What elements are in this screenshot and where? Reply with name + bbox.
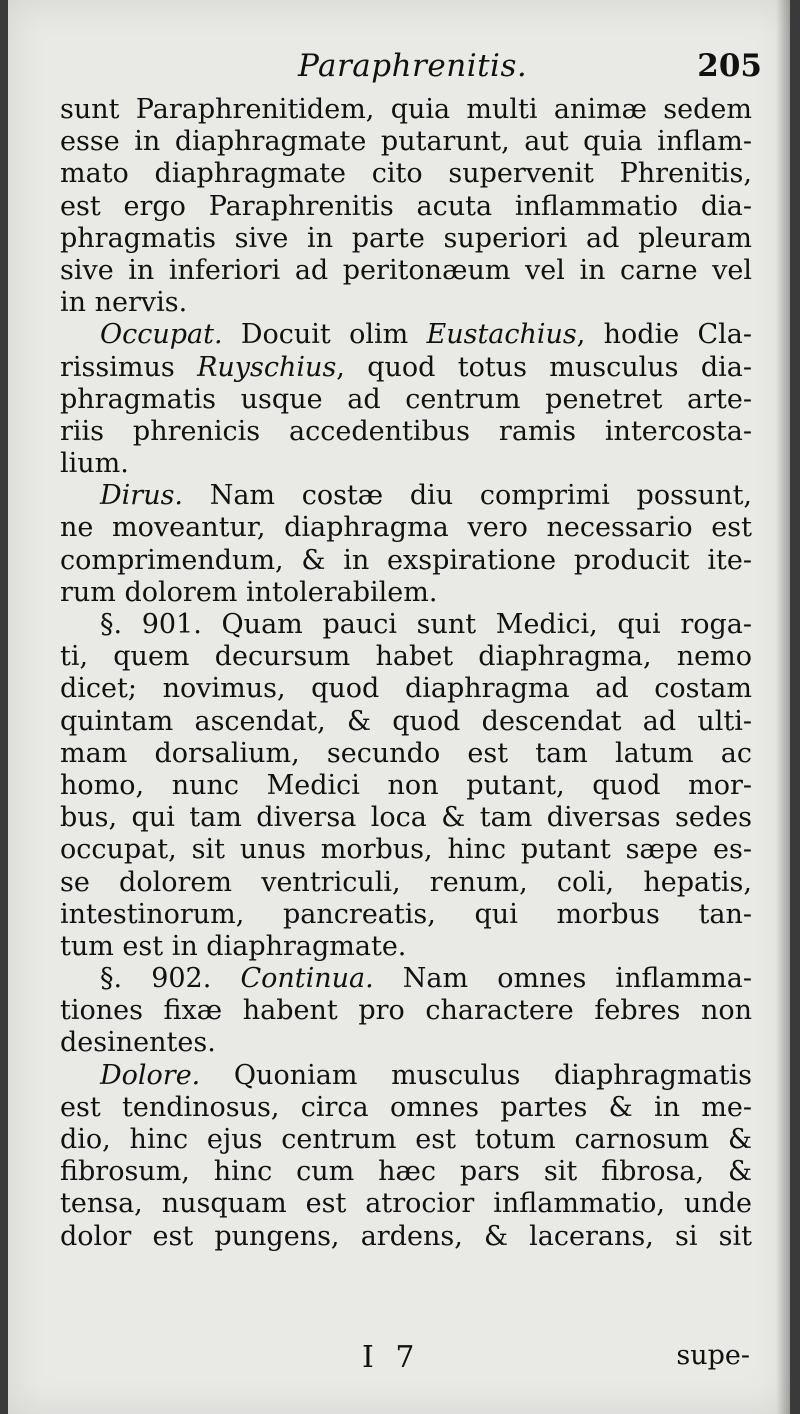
text-run: occupat, sit unus morbus, hinc putant sæpe es-	[60, 834, 752, 866]
text-line	[60, 255, 752, 287]
text-line	[60, 480, 752, 512]
page-footer	[8, 1340, 790, 1380]
text-run: Nam omnes inflamma-	[373, 963, 752, 995]
catchword: supe-	[676, 1340, 750, 1371]
text-line	[60, 706, 752, 738]
text-line	[60, 673, 752, 705]
text-run: homo, nunc Medici non putant, quod mor-	[60, 769, 752, 801]
text-run: Docuit olim	[222, 319, 427, 351]
text-line	[60, 1092, 752, 1124]
text-run: rum dolorem intolerabilem.	[60, 576, 438, 608]
text-run: , quod totus musculus dia-	[336, 351, 752, 383]
text-line	[60, 770, 752, 802]
text-run: tensa, nusquam est atrocior inflammatio, unde	[60, 1188, 752, 1220]
text-run: Quoniam musculus diaphragmatis	[200, 1059, 752, 1091]
text-run: phragmatis usque ad centrum penetret arte-	[60, 383, 752, 415]
italic-term: Occupat.	[100, 319, 223, 351]
book-page	[8, 0, 790, 1414]
text-run: tiones fixæ habent pro charactere febres non	[60, 995, 752, 1027]
text-run: fibrosum, hinc cum hæc pars sit fibrosa, &	[60, 1156, 752, 1188]
text-line	[60, 287, 752, 319]
text-line	[60, 1027, 752, 1059]
text-run: §. 902.	[100, 963, 241, 995]
text-run: dolor est pungens, ardens, & lacerans, si sit	[60, 1220, 752, 1252]
body-text	[60, 94, 752, 1253]
italic-term: Continua.	[240, 963, 374, 995]
text-run: in nervis.	[60, 287, 188, 319]
text-run: quintam ascendat, & quod descendat ad ulti-	[60, 705, 752, 737]
text-line	[60, 158, 752, 190]
text-line	[60, 738, 752, 770]
text-line	[60, 577, 752, 609]
running-head	[8, 48, 790, 92]
text-run: desinentes.	[60, 1027, 216, 1059]
text-line	[60, 867, 752, 899]
text-line	[60, 1124, 752, 1156]
text-line	[60, 931, 752, 963]
text-line	[60, 416, 752, 448]
text-run: Nam costæ diu comprimi possunt,	[183, 480, 752, 512]
page-number: 205	[697, 48, 762, 84]
text-run: rissimus	[60, 351, 198, 383]
signature-mark: I 7	[362, 1340, 421, 1375]
text-run: dicet; novimus, quod diaphragma ad costam	[60, 673, 752, 705]
running-title: Paraphrenitis.	[298, 48, 528, 84]
text-run: mam dorsalium, secundo est tam latum ac	[60, 737, 752, 769]
text-line	[60, 352, 752, 384]
text-run: sunt Paraphrenitidem, quia multi animæ sedem	[60, 94, 752, 125]
text-line	[60, 448, 752, 480]
text-run: riis phrenicis accedentibus ramis intercosta-	[60, 415, 752, 447]
text-line	[60, 995, 752, 1027]
italic-term: Dolore.	[100, 1059, 201, 1091]
text-run: se dolorem ventriculi, renum, coli, hepatis,	[60, 866, 752, 898]
text-line	[60, 641, 752, 673]
text-line	[60, 963, 752, 995]
italic-term: Eustachius	[426, 319, 577, 351]
italic-term: Dirus.	[100, 480, 184, 512]
text-run: sive in inferiori ad peritonæum vel in carne vel	[60, 254, 752, 286]
text-run: comprimendum, & in exspiratione producit ite-	[60, 544, 752, 576]
text-line	[60, 512, 752, 544]
text-run: ti, quem decursum habet diaphragma, nemo	[60, 641, 752, 673]
text-line	[60, 94, 752, 126]
text-line	[60, 1188, 752, 1220]
text-line	[60, 191, 752, 223]
text-run: est tendinosus, circa omnes partes & in me-	[60, 1091, 752, 1123]
text-line	[60, 802, 752, 834]
text-line	[60, 899, 752, 931]
text-run: , hodie Cla-	[576, 319, 752, 351]
text-run: lium.	[60, 448, 129, 480]
text-line	[60, 384, 752, 416]
text-line	[60, 545, 752, 577]
text-line	[60, 223, 752, 255]
text-line	[60, 1156, 752, 1188]
text-run: §. 901. Quam pauci sunt Medici, qui roga-	[100, 609, 752, 640]
text-run: mato diaphragmate cito supervenit Phrenitis,	[60, 158, 752, 190]
text-line	[60, 834, 752, 866]
gutter-shadow	[776, 0, 790, 1414]
text-line	[60, 1221, 752, 1253]
text-run: tum est in diaphragmate.	[60, 930, 407, 962]
text-run: intestinorum, pancreatis, qui morbus tan-	[60, 898, 752, 930]
text-run: dio, hinc ejus centrum est totum carnosum &	[60, 1124, 752, 1155]
text-run: esse in diaphragmate putarunt, aut quia inflam-	[60, 126, 752, 158]
text-run: bus, qui tam diversa loca & tam diversas sedes	[60, 802, 752, 834]
text-run: phragmatis sive in parte superiori ad pleuram	[60, 222, 752, 254]
text-line	[60, 319, 752, 351]
text-line	[60, 609, 752, 641]
italic-term: Ruyschius	[197, 351, 337, 383]
text-line	[60, 1060, 752, 1092]
text-run: est ergo Paraphrenitis acuta inflammatio dia-	[60, 190, 752, 222]
text-line	[60, 126, 752, 158]
text-run: ne moveantur, diaphragma vero necessario est	[60, 512, 752, 544]
